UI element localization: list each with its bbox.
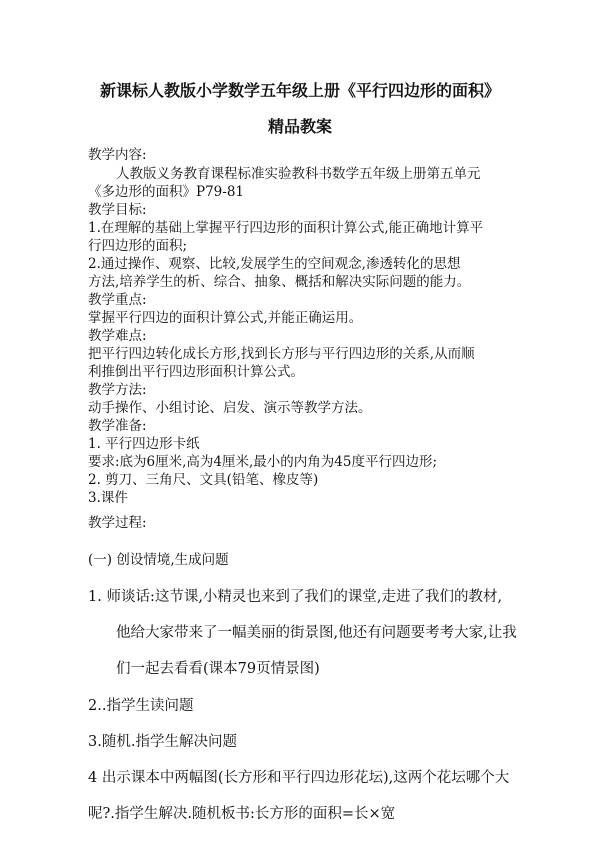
content-heading: 教学内容: [88, 147, 147, 163]
process-heading: 教学过程: [88, 515, 147, 531]
goals-line: 1.在理解的基础上掌握平行四边形的面积计算公式,能正确地计算平 [88, 220, 484, 236]
content-line: 《多边形的面积》P79-81 [88, 184, 245, 200]
methods-line: 动手操作、小组讨论、启发、演示等教学方法。 [88, 400, 372, 416]
key-points-line: 掌握平行四边的面积计算公式,并能正确运用。 [88, 310, 363, 326]
goals-heading: 教学目标: [88, 202, 147, 218]
document-title: 新课标人教版小学数学五年级上册《平行四边形的面积》 [99, 81, 500, 100]
process-step: 呢?.指学生解决.随机板书:长方形的面积=长×宽 [88, 806, 396, 822]
process-step: 1. 师谈话:这节课,小精灵也来到了我们的课堂,走进了我们的教材, [88, 589, 503, 605]
preparation-line: 1. 平行四边形卡纸 [88, 436, 200, 452]
goals-line: 方法,培养学生的析、综合、抽象、概括和解决实际问题的能力。 [88, 274, 471, 290]
difficulties-line: 利推倒出平行四边形面积计算公式。 [88, 364, 304, 380]
methods-heading: 教学方法: [88, 382, 147, 398]
document-subtitle: 精品教案 [267, 117, 332, 136]
process-step: 们一起去看看(课本79页情景图) [116, 661, 320, 677]
preparation-line: 要求:底为6厘米,高为4厘米,最小的内角为45度平行四边形; [88, 454, 438, 470]
process-section-title: (一) 创设情境,生成问题 [88, 552, 229, 568]
preparation-line: 2. 剪刀、三角尺、文具(铅笔、橡皮等) [88, 472, 319, 488]
content-line: 人教版义务教育课程标准实验教科书数学五年级上册第五单元 [116, 166, 481, 182]
process-step: 3.随机.指学生解决问题 [88, 734, 237, 750]
preparation-heading: 教学准备: [88, 418, 147, 434]
difficulties-line: 把平行四边转化成长方形,找到长方形与平行四边形的关系,从而顺 [88, 346, 475, 362]
goals-line: 行四边形的面积; [88, 238, 188, 254]
difficulties-heading: 教学难点: [88, 328, 147, 344]
key-points-heading: 教学重点: [88, 292, 147, 308]
preparation-line: 3.课件 [88, 490, 128, 506]
process-step: 4 出示课本中两幅图(长方形和平行四边形花坛),这两个花坛哪个大 [88, 770, 510, 786]
goals-line: 2.通过操作、观察、比较,发展学生的空间观念,渗透转化的思想 [88, 256, 461, 272]
process-step: 2..指学生读问题 [88, 698, 194, 714]
process-step: 他给大家带来了一幅美丽的街景图,他还有问题要考考大家,让我 [116, 625, 517, 641]
